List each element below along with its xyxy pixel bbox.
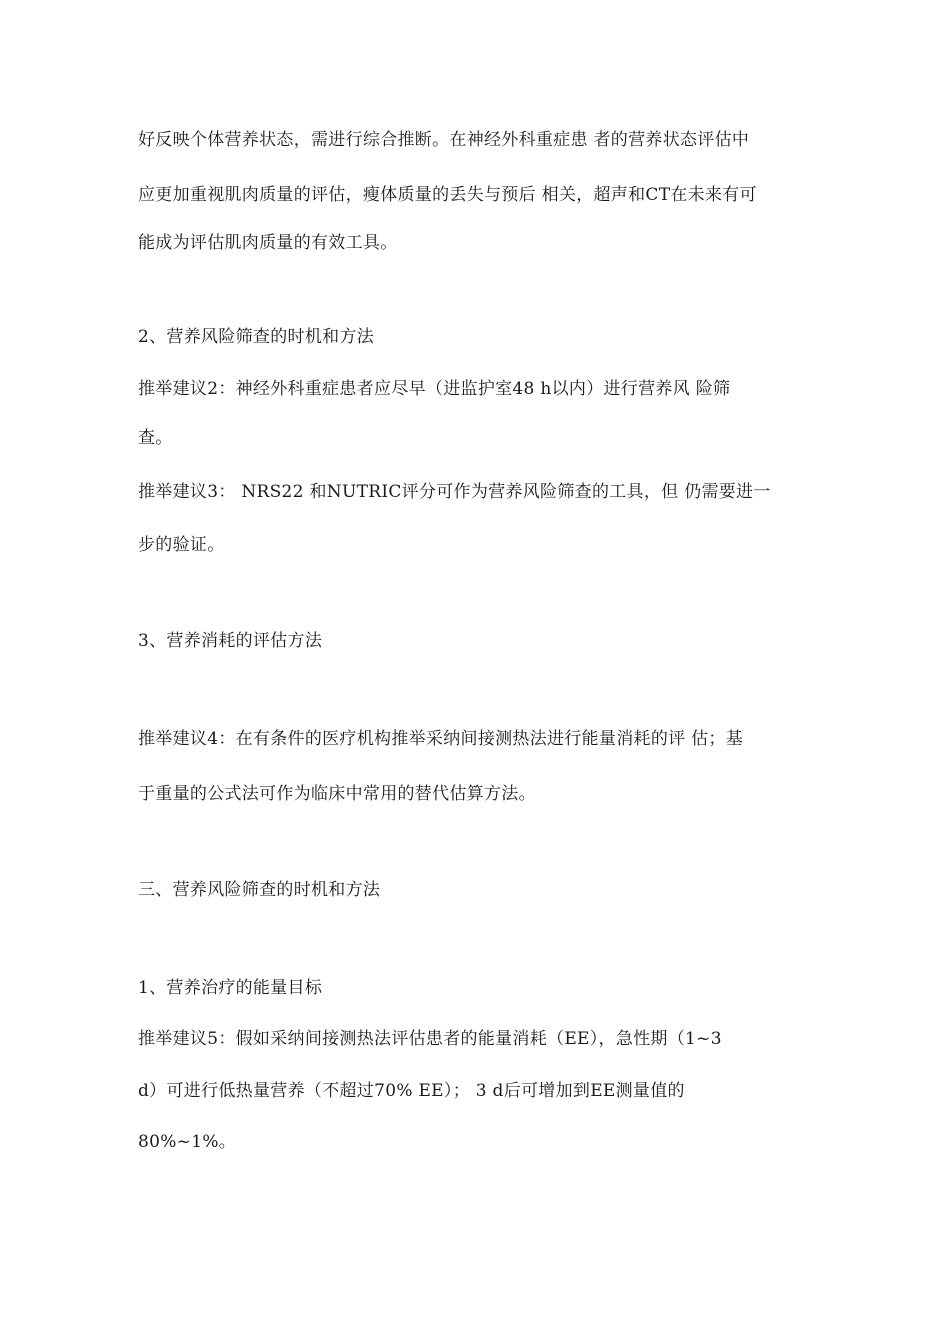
intro-line-2: 应更加重视肌肉质量的评估，瘦体质量的丢失与预后 相关，超声和CT在未来有可 xyxy=(138,185,757,205)
recommendation-5-line-2: d）可进行低热量营养（不超过70% EE）； 3 d后可增加到EE测量值的 xyxy=(138,1081,685,1101)
section-2-heading: 2、营养风险筛查的时机和方法 xyxy=(138,327,375,347)
section-3-heading: 3、营养消耗的评估方法 xyxy=(138,631,323,651)
recommendation-2-line-1: 推举建议2：神经外科重症患者应尽早（进监护室48 h以内）进行营养风 险筛 xyxy=(138,379,731,399)
recommendation-3-line-1: 推举建议3： NRS22 和NUTRIC评分可作为营养风险筛查的工具，但 仍需要进一 xyxy=(138,482,771,502)
chapter-3-heading: 三、营养风险筛查的时机和方法 xyxy=(138,880,381,900)
section-1-heading: 1、营养治疗的能量目标 xyxy=(138,978,323,998)
recommendation-3-line-2: 步的验证。 xyxy=(138,535,225,555)
recommendation-4-line-2: 于重量的公式法可作为临床中常用的替代估算方法。 xyxy=(138,784,536,804)
recommendation-5-line-3: 80%~1%。 xyxy=(138,1132,237,1152)
recommendation-4-line-1: 推举建议4：在有条件的医疗机构推举采纳间接测热法进行能量消耗的评 估；基 xyxy=(138,729,744,749)
recommendation-5-line-1: 推举建议5：假如采纳间接测热法评估患者的能量消耗（EE），急性期（1~3 xyxy=(138,1029,722,1049)
intro-line-1: 好反映个体营养状态，需进行综合推断。在神经外科重症患 者的营养状态评估中 xyxy=(138,130,750,150)
recommendation-2-line-2: 查。 xyxy=(138,428,173,448)
intro-line-3: 能成为评估肌肉质量的有效工具。 xyxy=(138,233,398,253)
